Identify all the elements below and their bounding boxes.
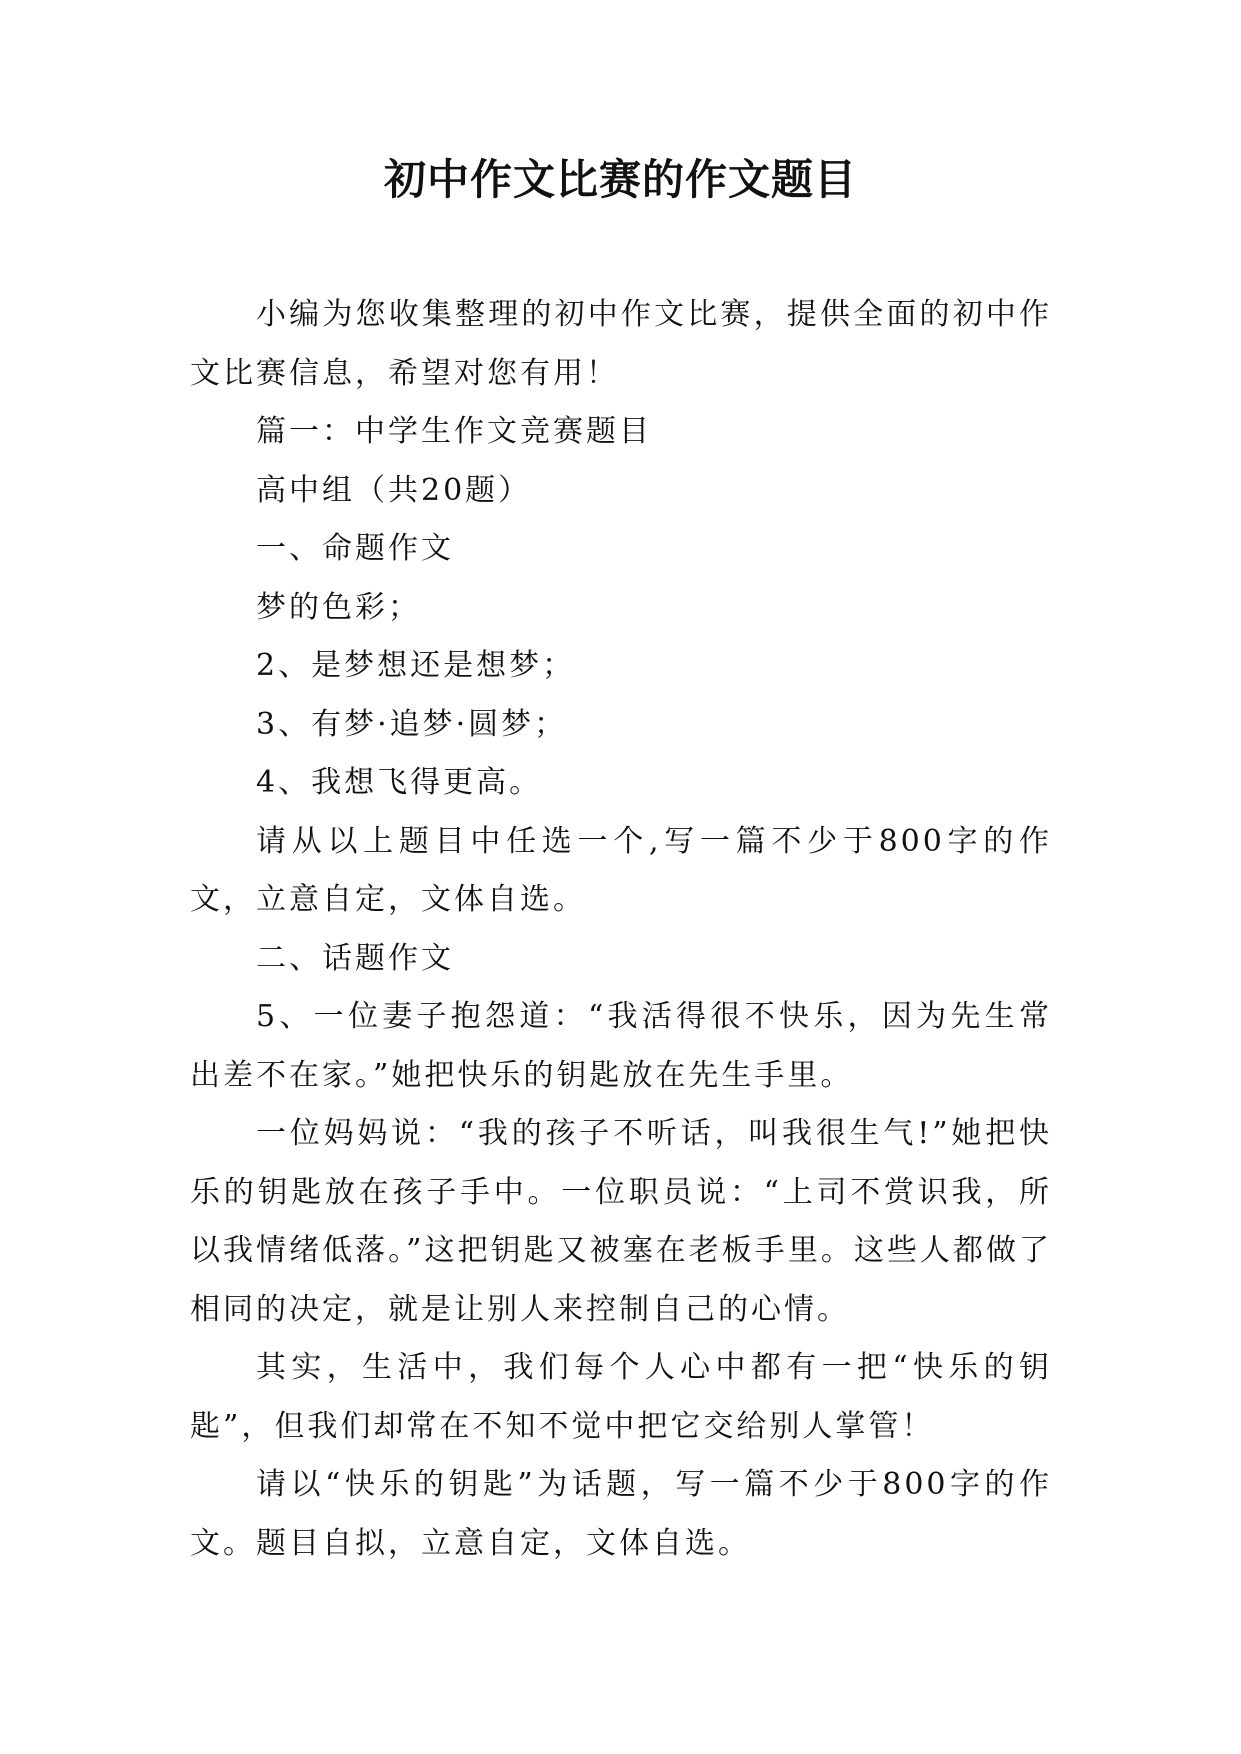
paragraph-story: 一位妈妈说：“我的孩子不听话，叫我很生气!”她把快乐的钥匙放在孩子手中。一位职员说：“上司不赏识我，所以我情绪低落。”这把钥匙又被塞在老板手里。这些人都做了相同的决定，就是让别人来控制自己的心情。 xyxy=(190,1116,1052,1327)
document-body xyxy=(190,286,1052,1573)
paragraph-group-heading: 高中组（共20题） xyxy=(256,472,532,508)
paragraph-topic-4: 4、我想飞得更高。 xyxy=(256,765,543,800)
document-title: 初中作文比赛的作文题目 xyxy=(383,155,857,204)
paragraph-topic-5: 5、一位妻子抱怨道：“我活得很不快乐，因为先生常出差不在家。”她把快乐的钥匙放在先生手里。 xyxy=(190,999,1052,1093)
paragraph-intro: 小编为您收集整理的初中作文比赛，提供全面的初中作文比赛信息，希望对您有用！ xyxy=(190,297,1052,391)
paragraph-instruction-1: 请从以上题目中任选一个,写一篇不少于800字的作文，立意自定，文体自选。 xyxy=(190,823,1052,917)
paragraph-section-heading: 篇一：中学生作文竞赛题目 xyxy=(256,414,652,449)
paragraph-part-two-heading: 二、话题作文 xyxy=(256,940,454,976)
paragraph-topic-2: 2、是梦想还是想梦； xyxy=(256,648,576,683)
paragraph-instruction-2: 请以“快乐的钥匙”为话题，写一篇不少于800字的作文。题目自拟，立意自定，文体自选。 xyxy=(190,1467,1052,1561)
paragraph-topic-1: 梦的色彩； xyxy=(256,589,421,625)
paragraph-part-one-heading: 一、命题作文 xyxy=(256,531,454,566)
paragraph-reflection: 其实，生活中，我们每个人心中都有一把“快乐的钥匙”，但我们却常在不知不觉中把它交给别人掌管！ xyxy=(190,1350,1052,1444)
paragraph-topic-3: 3、有梦·追梦·圆梦； xyxy=(256,706,568,742)
